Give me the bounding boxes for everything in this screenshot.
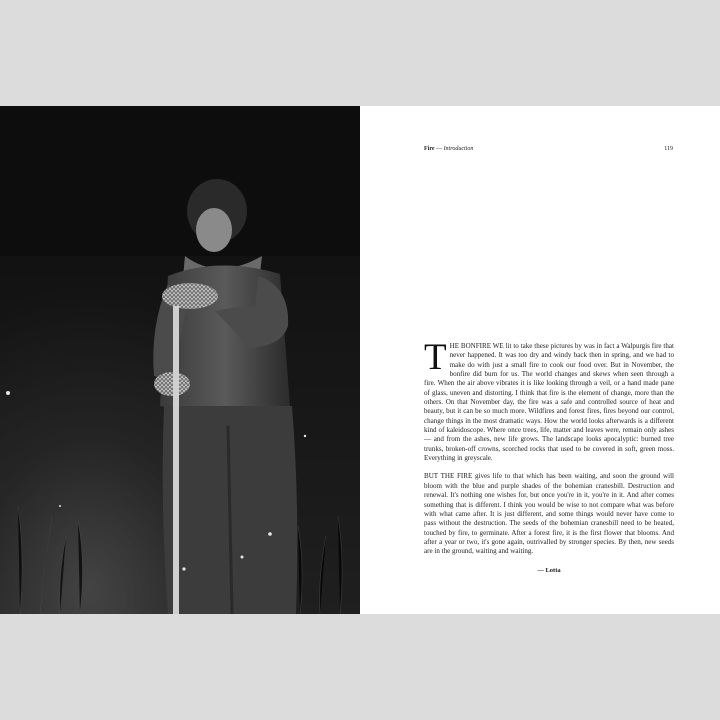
paragraph-lead: HE BONFIRE WE [449,342,504,350]
running-head [424,146,673,152]
section-title: Fire — Introduction [424,146,474,152]
article-body [424,337,674,575]
photo-woman-with-stick-icon [0,106,360,614]
page-number: 119 [664,146,673,152]
paragraph [424,472,674,556]
paragraph-text: lit to take these pictures by was in fact a Walpurgis fire that never happened. It was too dry and windy back then in spring, and we had to make do with just a small fire to cook our food over. But in November, the bonfire did burn for us. The world changes and skews when seen through a fire. When the air above vibrates it is like looking through a veil, or a hand made pane of glass, uneven and distorting. I think that fire is the element of change, more than the others. On that November day, the fire was a safe and controlled source of heat and beauty, but it can be so much more. Wildfires and forest fires, fires beyond our control, change things in the most dramatic ways. How the world looks afterwards is a different kind of kaleidoscope. Where once trees, life, matter and leaves were, remain only ashes — and from the ashes, new life grows. The landscape looks apocalyptic: burned tree trunks, broken-off crowns, scorched rocks that used to be covered in soft, green moss. Everything in greyscale. [424,342,674,463]
author-signature: — Lotta [537,566,561,574]
book-spread [0,106,720,614]
paragraph-text: gives life to that which has been waiting, and soon the ground will bloom with the blue and purple shades of the bohemian cranesbill. Destruction and renewal. It's nothing one wishes for, but once you're in it, you're in it. And after comes something that is different. I think you would be wise to not compare what was before with what came after. It is just different, and some things would never have come to pass without the destruction. The seeds of the bohemian cranesbill need to be heated, touched by fire, to germinate. After a forest fire, it is the first flower that blooms. And after a year or two, it's gone again, outrivalled by stronger species. By then, new seeds are in the ground, waiting and waiting. [424,472,674,556]
text-page [360,106,720,614]
drop-cap: T [424,337,447,378]
paragraph-lead: BUT THE FIRE [424,472,473,481]
paragraph [424,337,674,463]
photo-page [0,106,360,614]
